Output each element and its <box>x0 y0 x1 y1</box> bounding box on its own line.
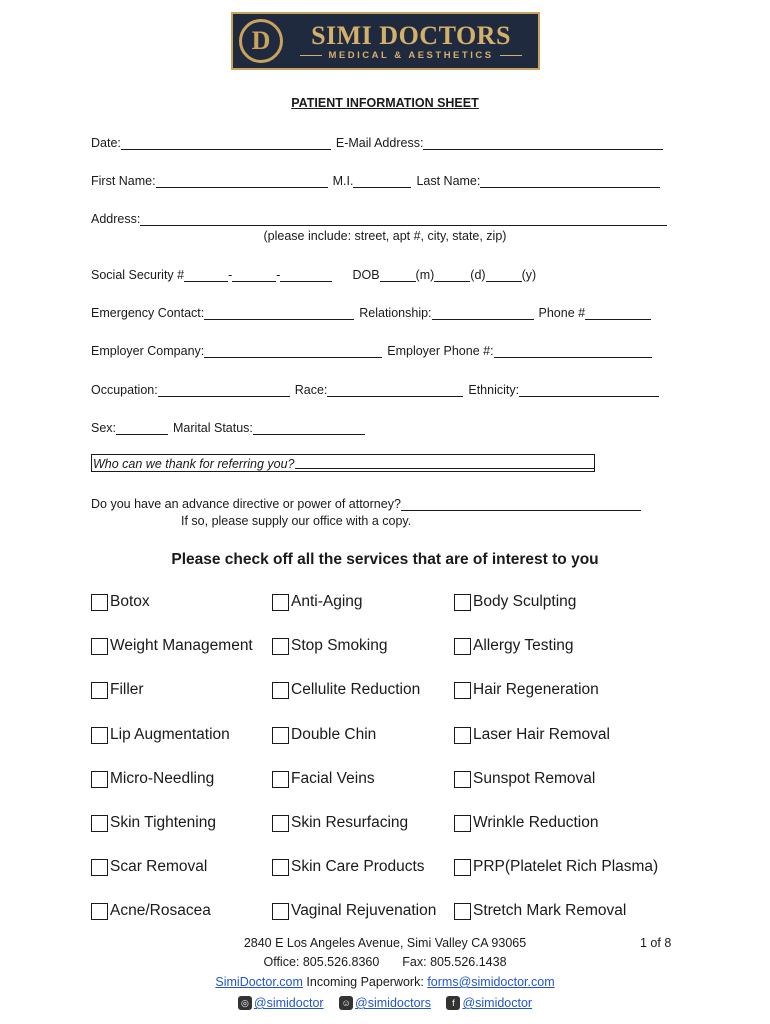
service-option <box>272 724 376 746</box>
service-checkbox[interactable] <box>91 682 108 699</box>
instagram-link[interactable]: @simidoctor <box>253 996 324 1010</box>
service-option <box>454 768 595 790</box>
services-heading: Please check off all the services that are of interest to you <box>171 551 599 568</box>
service-checkbox[interactable] <box>272 859 289 876</box>
service-label: Weight Management <box>110 637 253 654</box>
occupation-row <box>91 379 676 397</box>
service-option <box>91 768 214 790</box>
service-label: Wrinkle Reduction <box>473 814 599 831</box>
service-label: Scar Removal <box>110 858 208 875</box>
service-option <box>454 724 610 746</box>
dob-year-field[interactable] <box>486 269 522 282</box>
service-checkbox[interactable] <box>91 815 108 832</box>
fax-number: Fax: 805.526.1438 <box>402 955 507 969</box>
service-checkbox[interactable] <box>91 638 108 655</box>
footer-links <box>0 975 770 989</box>
service-checkbox[interactable] <box>91 771 108 788</box>
brand-logo <box>231 12 540 70</box>
service-label: Skin Tightening <box>110 814 216 831</box>
name-row <box>91 170 676 188</box>
service-label: Allergy Testing <box>473 637 574 654</box>
service-label: PRP(Platelet Rich Plasma) <box>473 858 659 875</box>
employer-phone-label: Employer Phone #: <box>387 344 494 358</box>
ssn-dash-2: - <box>276 268 281 282</box>
first-name-label: First Name: <box>91 174 156 188</box>
service-checkbox[interactable] <box>454 815 471 832</box>
employer-phone-field[interactable] <box>494 345 652 358</box>
logo-title: SIMI DOCTORS <box>311 20 511 50</box>
service-option <box>454 635 574 657</box>
service-checkbox[interactable] <box>454 903 471 920</box>
last-name-label: Last Name: <box>416 174 481 188</box>
ethnicity-field[interactable] <box>519 384 659 397</box>
address-row <box>91 208 676 226</box>
footer-social <box>0 995 770 1010</box>
service-option <box>272 856 425 878</box>
service-checkbox[interactable] <box>272 682 289 699</box>
referral-field[interactable] <box>295 456 595 469</box>
service-option <box>272 635 388 657</box>
service-option <box>91 812 216 834</box>
service-label: Botox <box>110 593 150 610</box>
address-label: Address: <box>91 212 141 226</box>
occupation-label: Occupation: <box>91 383 158 397</box>
occupation-field[interactable] <box>158 384 290 397</box>
mi-label: M.I. <box>332 174 354 188</box>
service-checkbox[interactable] <box>454 859 471 876</box>
logo-subtitle: MEDICAL & AESTHETICS <box>328 49 494 61</box>
service-label: Double Chin <box>291 726 377 743</box>
sex-marital-row <box>91 417 676 435</box>
service-checkbox[interactable] <box>272 771 289 788</box>
ssn-dob-row <box>91 264 676 282</box>
sex-label: Sex: <box>91 421 117 435</box>
service-label: Micro-Needling <box>110 770 215 787</box>
email-label: E-Mail Address: <box>335 136 424 150</box>
service-option <box>91 591 150 613</box>
service-checkbox[interactable] <box>272 727 289 744</box>
service-label: Sunspot Removal <box>473 770 596 787</box>
service-label: Body Sculpting <box>473 593 577 610</box>
footer-address: 2840 E Los Angeles Avenue, Simi Valley CA 93065 <box>243 936 527 950</box>
website-link[interactable]: SimiDoctor.com <box>215 975 303 989</box>
service-label: Vaginal Rejuvenation <box>291 902 437 919</box>
emergency-field[interactable] <box>204 307 354 320</box>
directive-note: If so, please supply our office with a copy. <box>181 514 412 528</box>
service-label: Skin Resurfacing <box>291 814 409 831</box>
sheet-title: PATIENT INFORMATION SHEET <box>291 96 479 110</box>
ethnicity-label: Ethnicity: <box>468 383 520 397</box>
marital-field[interactable] <box>253 422 365 435</box>
email-field[interactable] <box>423 137 663 150</box>
service-checkbox[interactable] <box>91 594 108 611</box>
snapchat-link[interactable]: @simidoctors <box>355 996 431 1010</box>
race-label: Race: <box>294 383 328 397</box>
service-option <box>91 724 230 746</box>
instagram-icon: ◎ <box>238 996 252 1010</box>
date-field[interactable] <box>121 137 331 150</box>
logo-subtitle-row <box>300 50 521 61</box>
service-option <box>454 591 576 613</box>
address-hint: (please include: street, apt #, city, state, zip) <box>263 229 507 243</box>
employer-row <box>91 340 676 358</box>
dob-year-label: (y) <box>521 268 537 282</box>
service-checkbox[interactable] <box>91 859 108 876</box>
service-label: Facial Veins <box>291 770 375 787</box>
referral-box <box>91 454 595 472</box>
service-option <box>91 679 144 701</box>
last-name-field[interactable] <box>480 175 660 188</box>
phone-label: Phone # <box>538 306 586 320</box>
dob-day-label: (d) <box>470 268 486 282</box>
incoming-label: Incoming Paperwork: <box>306 975 424 989</box>
dob-month-label: (m) <box>415 268 435 282</box>
sex-field[interactable] <box>116 422 168 435</box>
service-label: Anti-Aging <box>291 593 363 610</box>
service-label: Lip Augmentation <box>110 726 230 743</box>
service-option <box>91 635 253 657</box>
service-option <box>272 768 375 790</box>
footer-contact <box>0 955 770 969</box>
directive-field[interactable] <box>401 498 641 511</box>
employer-label: Employer Company: <box>91 344 205 358</box>
forms-email-link[interactable]: forms@simidoctor.com <box>427 975 555 989</box>
dob-day-field[interactable] <box>434 269 470 282</box>
date-label: Date: <box>91 136 121 150</box>
service-option <box>454 679 599 701</box>
service-option <box>272 900 436 922</box>
service-label: Laser Hair Removal <box>473 726 610 743</box>
address-field[interactable] <box>140 213 667 226</box>
service-option <box>454 900 626 922</box>
service-checkbox[interactable] <box>91 727 108 744</box>
ssn-dash-1: - <box>228 268 233 282</box>
race-field[interactable] <box>327 384 463 397</box>
logo-mark: D <box>239 19 283 63</box>
mi-field[interactable] <box>353 175 411 188</box>
ssn-part2-field[interactable] <box>232 269 276 282</box>
page-number: 1 of 8 <box>640 936 672 950</box>
date-email-row <box>91 132 676 150</box>
service-option <box>454 812 599 834</box>
facebook-icon: f <box>446 996 460 1010</box>
service-label: Acne/Rosacea <box>110 902 211 919</box>
service-checkbox[interactable] <box>454 727 471 744</box>
dob-label: DOB <box>352 268 380 282</box>
ssn-part1-field[interactable] <box>184 269 228 282</box>
relationship-field[interactable] <box>432 307 534 320</box>
service-checkbox[interactable] <box>454 682 471 699</box>
relationship-label: Relationship: <box>359 306 432 320</box>
service-checkbox[interactable] <box>454 638 471 655</box>
service-checkbox[interactable] <box>454 771 471 788</box>
service-checkbox[interactable] <box>272 815 289 832</box>
emergency-label: Emergency Contact: <box>91 306 205 320</box>
service-option <box>91 900 211 922</box>
service-label: Stop Smoking <box>291 637 388 654</box>
service-label: Cellulite Reduction <box>291 681 421 698</box>
facebook-link[interactable]: @simidoctor <box>462 996 533 1010</box>
service-checkbox[interactable] <box>91 903 108 920</box>
service-label: Stretch Mark Removal <box>473 902 627 919</box>
office-phone: Office: 805.526.8360 <box>263 955 380 969</box>
service-option <box>454 856 658 878</box>
first-name-field[interactable] <box>156 175 328 188</box>
referral-label: Who can we thank for referring you? <box>93 457 295 471</box>
employer-field[interactable] <box>204 345 382 358</box>
service-option <box>91 856 207 878</box>
service-label: Hair Regeneration <box>473 681 599 698</box>
service-option <box>272 812 408 834</box>
service-option <box>272 591 363 613</box>
ssn-part3-field[interactable] <box>280 269 332 282</box>
dob-month-field[interactable] <box>380 269 416 282</box>
service-label: Filler <box>110 681 144 698</box>
emergency-row <box>91 302 676 320</box>
directive-row <box>91 493 676 511</box>
ssn-label: Social Security # <box>91 268 185 282</box>
service-checkbox[interactable] <box>454 594 471 611</box>
snapchat-icon: ☺ <box>339 996 353 1010</box>
service-checkbox[interactable] <box>272 594 289 611</box>
marital-label: Marital Status: <box>173 421 253 435</box>
phone-field[interactable] <box>585 307 651 320</box>
service-option <box>272 679 420 701</box>
service-checkbox[interactable] <box>272 638 289 655</box>
service-checkbox[interactable] <box>272 903 289 920</box>
service-label: Skin Care Products <box>291 858 425 875</box>
directive-label: Do you have an advance directive or power of attorney? <box>91 497 401 511</box>
